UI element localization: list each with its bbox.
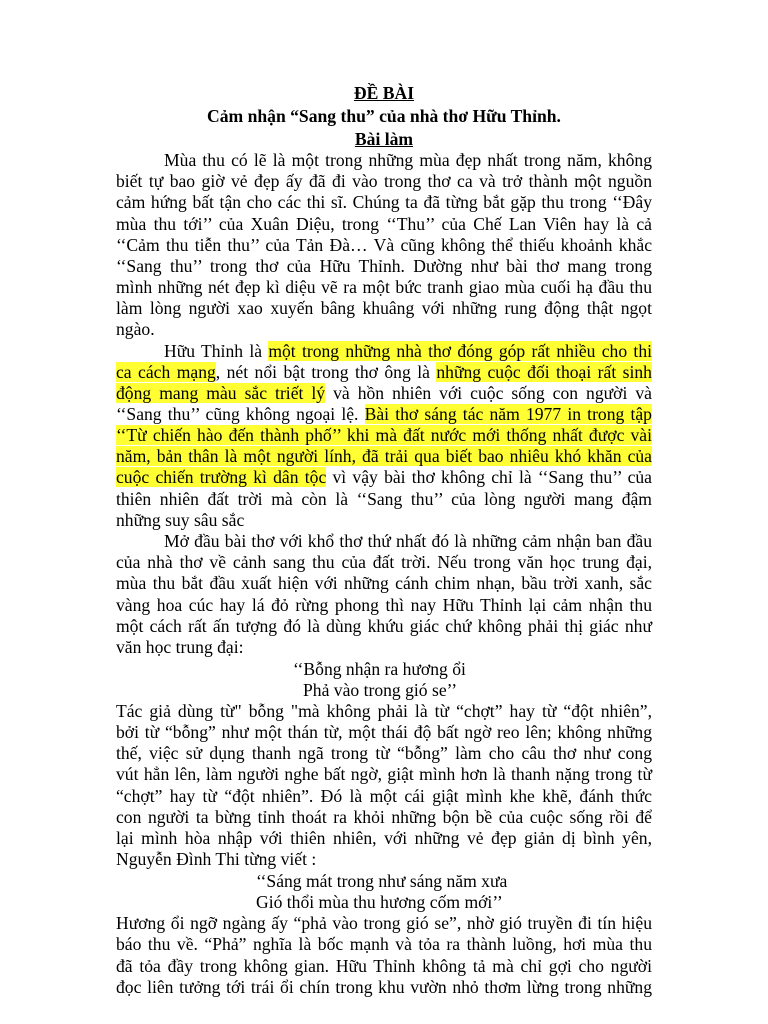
text-line: thiên nhiên đất trời mà còn là ‘‘Sang thu’’ của lòng người mang đậm	[116, 489, 652, 509]
text-run: vì vậy bài thơ không chỉ là ‘‘Sang thu’’ của	[326, 467, 652, 487]
text-line: văn học trung đại:	[116, 637, 244, 657]
text-line	[116, 383, 652, 404]
text-line: Hương ổi ngỡ ngàng ấy “phả vào trong gió se”, nhờ gió truyền đi tín hiệu	[116, 913, 652, 933]
text-line: đã tỏa đầy trong không gian. Hữu Thỉnh không tả mà chỉ gợi cho người	[116, 956, 652, 976]
text-line: lại mình hòa nhập với thiên nhiên, với những vẻ đẹp giản dị bình yên,	[116, 828, 652, 848]
text-line: một cách rất ấn tượng đó là dùng khứu giác chứ không phải thị giác như	[116, 616, 652, 636]
text-line: báo thu về. “Phả” nghĩa là bốc mạnh và tỏa ra thành luồng, hơi mùa thu	[116, 934, 652, 954]
text-run: Hữu Thỉnh là	[164, 341, 269, 361]
poem-quote-line: Phả vào trong gió se’’	[303, 680, 458, 700]
text-run: ‘‘Sang thu’’ cũng không ngoại lệ.	[116, 404, 365, 424]
text-line	[116, 404, 652, 425]
highlighted-text: Bài thơ sáng tác năm 1977 in trong tập	[364, 404, 652, 424]
highlighted-text: ‘‘Từ chiến hào đến thành phố’’ khi mà đất nước mới thống nhất được vài	[116, 425, 652, 445]
text-line: con người ta bừng tỉnh thoát ra khỏi những bộn bề của cuộc sống rồi để	[116, 807, 652, 827]
text-line	[116, 467, 652, 488]
text-line: cảm hứng bất tận cho các thi sĩ. Chúng ta đã từng bắt gặp thu trong ‘‘Đây	[116, 192, 652, 212]
text-line: “chợt” hay từ “đột nhiên”. Đó là một cái giật mình khe khẽ, đánh thức	[116, 786, 652, 806]
poem-quote-line: ‘‘Bỗng nhận ra hương ổi	[293, 659, 466, 679]
section-heading: Bài làm	[354, 129, 414, 149]
text-line: Nguyễn Đình Thi từng viết :	[116, 849, 317, 869]
text-line	[116, 362, 652, 383]
text-line: Tác giả dùng từ" bỗng "mà không phải là từ “chợt” hay từ “đột nhiên”,	[116, 701, 652, 721]
text-line: ‘‘Cảm thu tiễn thu’’ của Tản Đà… Và cũng không thể thiếu khoảnh khắc	[116, 235, 652, 255]
text-line: bởi từ “bỗng” như một thán từ, một thái độ bất ngờ reo lên; không những	[116, 722, 652, 742]
highlighted-text: năm, bản thân là một người lính, đã trải qua biết bao nhiêu khó khăn của	[116, 446, 652, 466]
text-line: ‘‘Sang thu’’ trong thơ của Hữu Thỉnh. Dường như bài thơ mang trong	[116, 256, 652, 276]
text-line: Mở đầu bài thơ với khổ thơ thứ nhất đó là những cảm nhận ban đầu	[164, 531, 652, 551]
text-line	[116, 425, 652, 446]
highlighted-text: một trong những nhà thơ đóng góp rất nhiều cho thi	[268, 341, 652, 361]
text-line: của nhà thơ về cảnh sang thu của đất trời. Nếu trong văn học trung đại,	[116, 552, 652, 572]
text-line: làm lòng người xao xuyến bâng khuâng với những rung động thật ngọt	[116, 298, 652, 318]
text-line: biết tự bao giờ vẻ đẹp ấy đã đi vào trong thơ ca và trở thành một nguồn	[116, 171, 652, 191]
text-line: ngào.	[116, 319, 155, 339]
poem-quote-line: ‘‘Sáng mát trong như sáng năm xưa	[256, 871, 508, 891]
text-line: những suy sâu sắc	[116, 510, 245, 530]
highlighted-text: cuộc chiến trường kì dân tộc	[116, 467, 327, 487]
poem-quote-line: Gió thổi mùa thu hương cốm mới’’	[256, 892, 503, 912]
text-line	[164, 341, 652, 362]
page-subtitle: Cảm nhận “Sang thu” của nhà thơ Hữu Thỉnh.	[207, 106, 561, 126]
text-run: , nét nổi bật trong thơ ông là	[215, 362, 437, 382]
text-line: Mùa thu có lẽ là một trong những mùa đẹp nhất trong năm, không	[164, 150, 652, 170]
page-title: ĐỀ BÀI	[353, 83, 415, 103]
text-line	[116, 446, 652, 467]
text-line: thế, việc sử dụng thanh ngã trong từ “bỗng” làm cho câu thơ như cong	[116, 743, 652, 763]
text-line: mình những nét đẹp kì diệu vẽ ra một bức tranh giao mùa cuối hạ đầu thu	[116, 277, 652, 297]
text-line: mùa thu tới’’ của Xuân Diệu, trong ‘‘Thu’’ của Chế Lan Viên hay là cả	[116, 214, 652, 234]
highlighted-text: động mang màu sắc triết lý	[116, 383, 326, 403]
highlighted-text: ca cách mạng	[116, 362, 216, 382]
text-line: vút hẳn lên, làm người nghe bất ngờ, giật mình hơn là thanh nặng trong từ	[116, 764, 652, 784]
text-line: mùa thu bắt đầu xuất hiện với những cánh chim nhạn, bầu trời xanh, sắc	[116, 573, 652, 593]
text-line: đọc liên tưởng tới trái ổi chín trong khu vườn nhỏ thơm lừng trong những	[116, 977, 652, 997]
text-line: vàng hoa cúc hay lá đỏ rừng phong thì nay Hữu Thỉnh lại cảm nhận thu	[116, 595, 652, 615]
highlighted-text: những cuộc đối thoại rất sinh	[436, 362, 652, 382]
text-run: và hồn nhiên với cuộc sống con người và	[325, 383, 652, 403]
